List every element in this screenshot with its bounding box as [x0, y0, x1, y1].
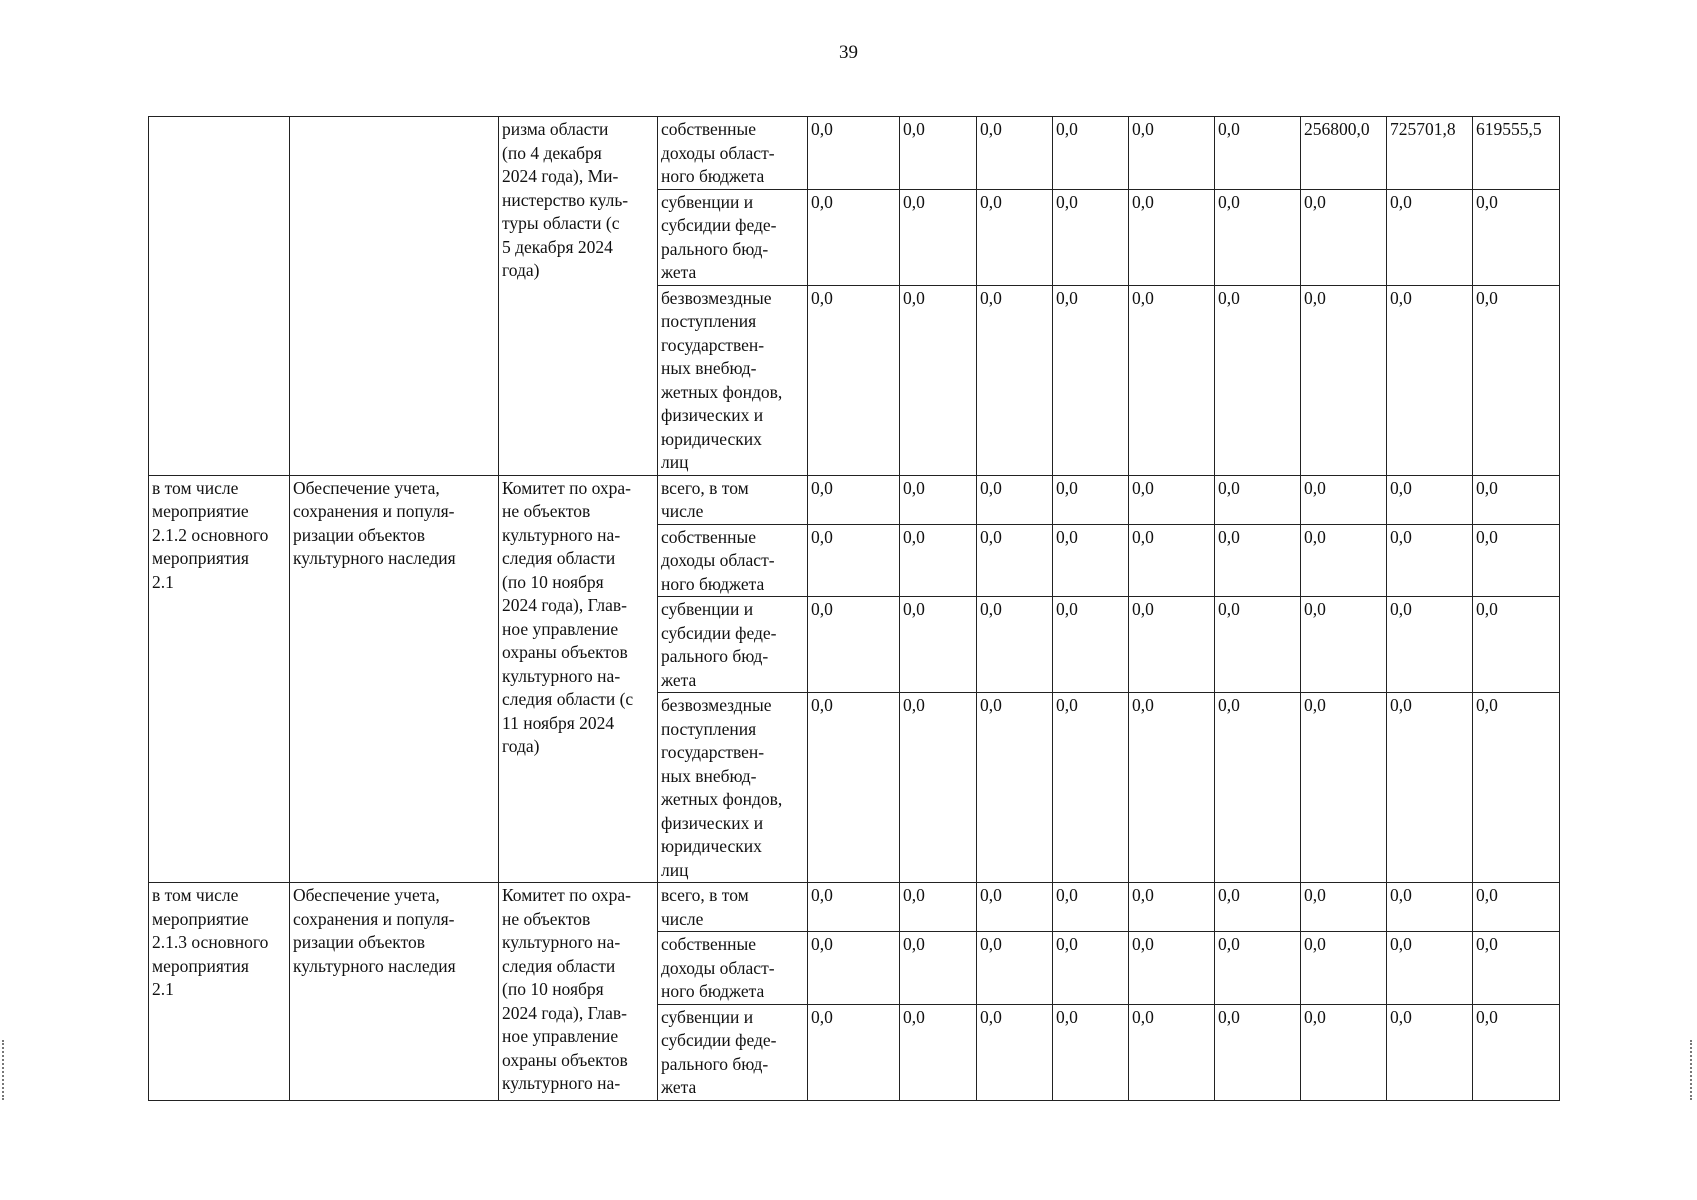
- value-cell: 0,0: [1215, 475, 1301, 524]
- value-cell: 0,0: [1301, 1004, 1387, 1100]
- value-cell: 0,0: [808, 475, 900, 524]
- event-cell: в том числе мероприятие 2.1.2 основного мероприятия 2.1: [149, 475, 290, 883]
- funding-source-cell: безвозмездные поступления государствен- ных внебюд- жетных фондов, физических и юридических лиц: [658, 693, 808, 883]
- value-cell: 0,0: [1129, 285, 1215, 475]
- event-cell: [149, 117, 290, 476]
- value-cell: 0,0: [1053, 285, 1129, 475]
- scan-edge-right: [1690, 1040, 1694, 1100]
- value-cell: 0,0: [808, 117, 900, 190]
- value-cell: 0,0: [1129, 524, 1215, 597]
- value-cell: 0,0: [1301, 883, 1387, 932]
- value-cell: 0,0: [1387, 285, 1473, 475]
- value-cell: 0,0: [1053, 597, 1129, 693]
- value-cell: 0,0: [1301, 285, 1387, 475]
- table-row: [149, 475, 1560, 524]
- value-cell: 0,0: [1215, 189, 1301, 285]
- value-cell: 725701,8: [1387, 117, 1473, 190]
- value-cell: 0,0: [1387, 693, 1473, 883]
- executor-cell: Комитет по охра- не объектов культурного на- следия области (по 10 ноября 2024 года), Глав- ное управление охраны объектов культурного на- следия области (с 11 ноября 2024 года): [499, 475, 658, 883]
- value-cell: 0,0: [900, 883, 977, 932]
- value-cell: 0,0: [1129, 597, 1215, 693]
- value-cell: 0,0: [1387, 597, 1473, 693]
- value-cell: 0,0: [900, 285, 977, 475]
- value-cell: 0,0: [977, 693, 1053, 883]
- value-cell: 0,0: [977, 883, 1053, 932]
- value-cell: 0,0: [1473, 475, 1560, 524]
- value-cell: 0,0: [1053, 693, 1129, 883]
- funding-source-cell: субвенции и субсидии феде- рального бюд- жета: [658, 1004, 808, 1100]
- value-cell: 0,0: [1301, 932, 1387, 1005]
- value-cell: 0,0: [1053, 189, 1129, 285]
- value-cell: 0,0: [1215, 117, 1301, 190]
- value-cell: 0,0: [1473, 932, 1560, 1005]
- value-cell: 0,0: [1129, 475, 1215, 524]
- value-cell: 0,0: [900, 1004, 977, 1100]
- value-cell: 0,0: [808, 524, 900, 597]
- value-cell: 0,0: [1129, 883, 1215, 932]
- value-cell: 0,0: [977, 189, 1053, 285]
- value-cell: 0,0: [1215, 1004, 1301, 1100]
- event-title-cell: [290, 117, 499, 476]
- executor-cell: Комитет по охра- не объектов культурного на- следия области (по 10 ноября 2024 года), Глав- ное управление охраны объектов культурного на-: [499, 883, 658, 1101]
- value-cell: 0,0: [1473, 597, 1560, 693]
- value-cell: 0,0: [1215, 285, 1301, 475]
- value-cell: 0,0: [1129, 189, 1215, 285]
- value-cell: 0,0: [1301, 524, 1387, 597]
- value-cell: 0,0: [1053, 1004, 1129, 1100]
- value-cell: 0,0: [1215, 693, 1301, 883]
- event-cell: в том числе мероприятие 2.1.3 основного мероприятия 2.1: [149, 883, 290, 1101]
- value-cell: 0,0: [808, 883, 900, 932]
- value-cell: 0,0: [808, 597, 900, 693]
- value-cell: 0,0: [900, 693, 977, 883]
- value-cell: 0,0: [1301, 597, 1387, 693]
- budget-table: [148, 116, 1560, 1101]
- value-cell: 0,0: [1473, 189, 1560, 285]
- value-cell: 0,0: [900, 524, 977, 597]
- value-cell: 0,0: [1129, 1004, 1215, 1100]
- value-cell: 0,0: [1387, 524, 1473, 597]
- value-cell: 0,0: [977, 475, 1053, 524]
- funding-source-cell: безвозмездные поступления государствен- ных внебюд- жетных фондов, физических и юридических лиц: [658, 285, 808, 475]
- table-row: [149, 117, 1560, 190]
- value-cell: 0,0: [977, 117, 1053, 190]
- value-cell: 619555,5: [1473, 117, 1560, 190]
- value-cell: 0,0: [808, 1004, 900, 1100]
- value-cell: 0,0: [808, 285, 900, 475]
- value-cell: 0,0: [1053, 117, 1129, 190]
- value-cell: 0,0: [977, 597, 1053, 693]
- value-cell: 0,0: [1129, 932, 1215, 1005]
- value-cell: 0,0: [1215, 524, 1301, 597]
- value-cell: 0,0: [1301, 475, 1387, 524]
- value-cell: 0,0: [1473, 693, 1560, 883]
- value-cell: 0,0: [808, 693, 900, 883]
- funding-source-cell: собственные доходы област- ного бюджета: [658, 524, 808, 597]
- funding-source-cell: субвенции и субсидии феде- рального бюд- жета: [658, 189, 808, 285]
- executor-cell: ризма области (по 4 декабря 2024 года), Ми- нистерство куль- туры области (с 5 декабря 2024 года): [499, 117, 658, 476]
- value-cell: 0,0: [1387, 475, 1473, 524]
- value-cell: 0,0: [1473, 524, 1560, 597]
- value-cell: 0,0: [900, 597, 977, 693]
- value-cell: 0,0: [1301, 693, 1387, 883]
- value-cell: 0,0: [1473, 883, 1560, 932]
- value-cell: 0,0: [1215, 597, 1301, 693]
- event-title-cell: Обеспечение учета, сохранения и популя- ризации объектов культурного наследия: [290, 883, 499, 1101]
- value-cell: 0,0: [977, 524, 1053, 597]
- page-number: 39: [839, 42, 858, 63]
- funding-source-cell: всего, в том числе: [658, 883, 808, 932]
- value-cell: 0,0: [1387, 189, 1473, 285]
- table-body: [149, 117, 1560, 1101]
- value-cell: 0,0: [1053, 475, 1129, 524]
- scan-edge-left: [2, 1040, 6, 1100]
- value-cell: 0,0: [1387, 1004, 1473, 1100]
- value-cell: 0,0: [1473, 285, 1560, 475]
- funding-source-cell: субвенции и субсидии феде- рального бюд- жета: [658, 597, 808, 693]
- value-cell: 0,0: [900, 189, 977, 285]
- value-cell: 0,0: [1387, 932, 1473, 1005]
- value-cell: 0,0: [900, 475, 977, 524]
- value-cell: 0,0: [900, 932, 977, 1005]
- value-cell: 0,0: [900, 117, 977, 190]
- value-cell: 0,0: [1129, 117, 1215, 190]
- funding-source-cell: собственные доходы област- ного бюджета: [658, 932, 808, 1005]
- value-cell: 0,0: [1053, 883, 1129, 932]
- value-cell: 0,0: [1053, 524, 1129, 597]
- value-cell: 0,0: [977, 285, 1053, 475]
- value-cell: 0,0: [1129, 693, 1215, 883]
- value-cell: 0,0: [1215, 883, 1301, 932]
- value-cell: 0,0: [1387, 883, 1473, 932]
- funding-source-cell: собственные доходы област- ного бюджета: [658, 117, 808, 190]
- value-cell: 0,0: [808, 932, 900, 1005]
- value-cell: 0,0: [1053, 932, 1129, 1005]
- funding-source-cell: всего, в том числе: [658, 475, 808, 524]
- event-title-cell: Обеспечение учета, сохранения и популя- ризации объектов культурного наследия: [290, 475, 499, 883]
- table-row: [149, 883, 1560, 932]
- value-cell: 0,0: [1301, 189, 1387, 285]
- value-cell: 0,0: [977, 1004, 1053, 1100]
- value-cell: 256800,0: [1301, 117, 1387, 190]
- value-cell: 0,0: [1473, 1004, 1560, 1100]
- value-cell: 0,0: [977, 932, 1053, 1005]
- value-cell: 0,0: [1215, 932, 1301, 1005]
- value-cell: 0,0: [808, 189, 900, 285]
